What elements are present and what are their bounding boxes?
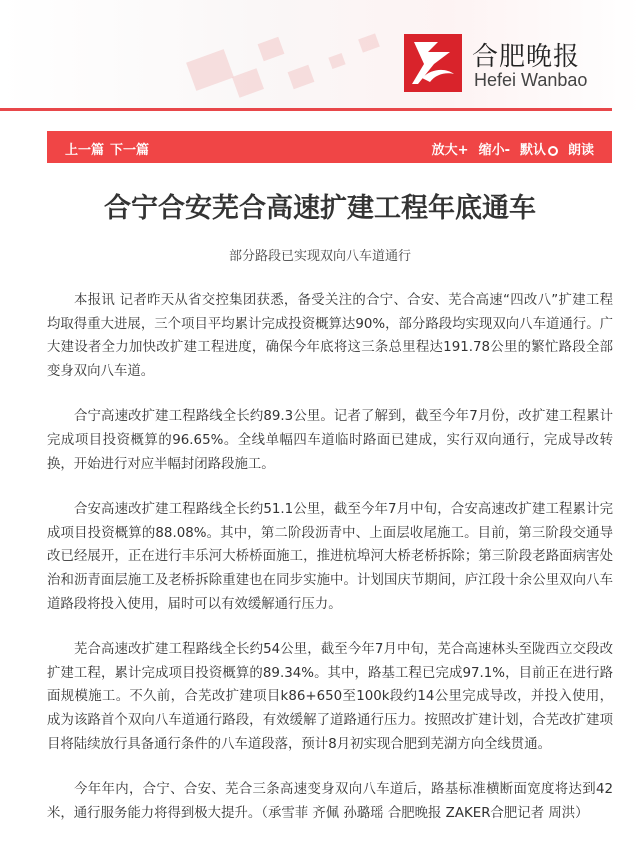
article-paragraph: 芜合高速改扩建工程路线全长约54公里，截至今年7月中旬，芜合高速林头至陇西立交段改扩建工程，累计完成项目投资概算的89.34%。其中，路基工程已完成97.1%，目前正在进行路面规模施工。不久前，合芜改扩建项目k86+650至100k段约14公里完成导改，并投入使用，成为该路首个双向八车道通行路段，有效缓解了道路通行压力。按照改扩建计划，合芜改扩建项目将陆续放行具备通行条件的八车道段落，预计8月初实现合肥到芜湖方向全线贯通。 (47, 642, 613, 752)
header-banner (0, 0, 640, 110)
article-paragraph: 合安高速改扩建工程路线全长约51.1公里，截至今年7月中旬，合安高速改扩建工程累计完成项目投资概算的88.08%。其中，第二阶段沥青中、上面层收尾施工。目前，第三阶段交通导改已经展开，正在进行丰乐河大桥桥面施工，推进杭埠河大桥老桥拆除；第三阶段老路面病害处治和沥青面层施工及老桥拆除重建也在同步实施中。计划国庆节期间，庐江段十余公里双向八车道路段将投入使用，届时可以有效缓解通行压力。 (47, 502, 613, 612)
zoom-in-button[interactable]: 放大+ (431, 143, 469, 158)
article-paragraph: 今年年内，合宁、合安、芜合三条高速变身双向八车道后，路基标准横断面宽度将达到42米，通行服务能力将得到极大提升。（承雪菲 齐佩 孙璐瑶 合肥晚报 ZAKER合肥记者 周洪） (47, 782, 613, 821)
default-size-button[interactable] (520, 139, 558, 158)
decorative-square (328, 53, 345, 69)
article-title: 合宁合安芜合高速扩建工程年底通车 (104, 193, 536, 224)
read-aloud-button[interactable]: 朗读 (567, 143, 594, 158)
article-paragraph: 本报讯 记者昨天从省交控集团获悉，备受关注的合宁、合安、芜合高速“四改八”扩建工程均取得重大进展，三个项目平均累计完成投资概算达90%，部分路段均实现双向八车道通行。广大建设者全力加快改扩建工程进度，确保今年底将这三条总里程达191.78公里的繁忙路段全部变身双向八车道。 (47, 293, 613, 379)
logo-mark-icon (404, 34, 462, 92)
circle-icon (548, 146, 558, 156)
article-toolbar (47, 131, 612, 163)
decorative-square (232, 68, 264, 98)
next-article-link[interactable]: 下一篇 (110, 143, 150, 158)
zoom-out-button[interactable]: 缩小- (478, 143, 510, 158)
logo-name-en: Hefei Wanbao (474, 70, 588, 90)
decorative-square (358, 33, 380, 52)
decorative-square (288, 65, 315, 89)
decorative-square (186, 49, 234, 91)
hefei-wanbao-logo[interactable] (404, 34, 588, 94)
article-paragraph: 合宁高速改扩建工程路线全长约89.3公里。记者了解到，截至今年7月份，改扩建工程累计完成项目投资概算的96.65%。全线单幅四车道临时路面已建成，实行双向通行，完成导改转换，开始进行对应半幅封闭路段施工。 (47, 409, 613, 472)
decorative-square (258, 37, 285, 61)
logo-name-cn: 合肥晚报 (472, 42, 581, 72)
article-subtitle: 部分路段已实现双向八车道通行 (228, 249, 411, 264)
default-size-label: 默认 (519, 143, 546, 158)
article-body (47, 289, 613, 847)
prev-article-link[interactable]: 上一篇 (65, 143, 105, 158)
header-divider (0, 108, 612, 111)
